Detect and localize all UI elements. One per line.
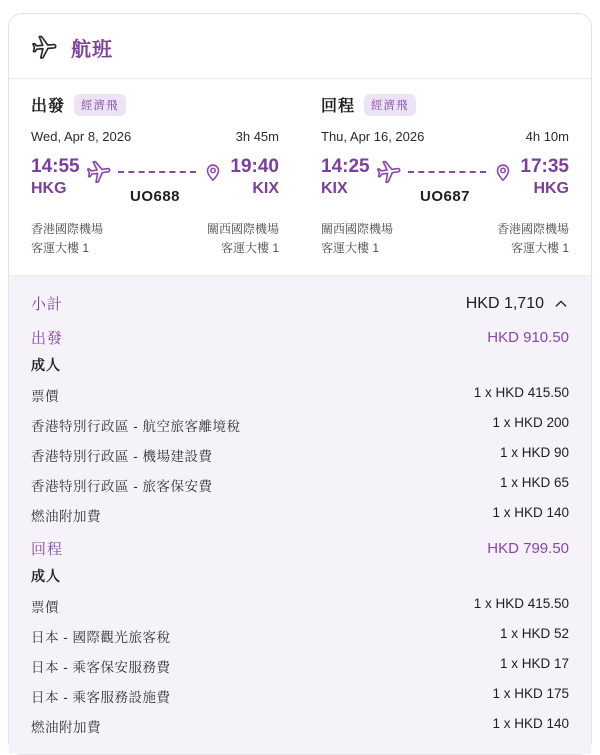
outbound-fare-section <box>31 327 569 525</box>
fee-row: 日本 - 乘客服務設施費 1 x HKD 175 <box>31 686 569 706</box>
outbound-leg <box>31 93 279 257</box>
passenger-type: 成人 <box>31 357 61 374</box>
departure-time: 14:55 <box>31 156 80 177</box>
inbound-route <box>321 155 569 205</box>
passenger-type: 成人 <box>31 568 61 585</box>
arrival-code: HKG <box>533 179 569 197</box>
fee-row: 日本 - 乘客保安服務費 1 x HKD 17 <box>31 656 569 676</box>
location-pin-icon <box>492 161 514 183</box>
flight-legs <box>9 79 591 275</box>
flight-number: UO687 <box>419 188 471 205</box>
fee-row: 香港特別行政區 - 航空旅客離境稅 1 x HKD 200 <box>31 415 569 435</box>
fee-row: 日本 - 國際觀光旅客稅 1 x HKD 52 <box>31 626 569 646</box>
plane-icon <box>376 159 402 185</box>
fare-class-badge: 經濟飛 <box>74 94 126 116</box>
inbound-leg <box>321 93 569 257</box>
outbound-date: Wed, Apr 8, 2026 <box>31 129 132 144</box>
departure-code: KIX <box>321 179 348 197</box>
section-total: HKD 799.50 <box>487 540 569 558</box>
arrival-time: 17:35 <box>520 156 569 177</box>
inbound-fare-section <box>31 538 569 736</box>
departure-airport: 關西國際機場 客運大樓 1 <box>321 222 394 255</box>
flight-number: UO688 <box>129 188 181 205</box>
outbound-route <box>31 155 279 205</box>
fare-summary-panel <box>9 275 591 754</box>
flight-card <box>8 13 592 755</box>
outbound-duration: 3h 45m <box>235 129 279 144</box>
fee-row: 票價 1 x HKD 415.50 <box>31 385 569 405</box>
subtotal-value: HKD 1,710 <box>465 294 544 312</box>
fee-row: 香港特別行政區 - 旅客保安費 1 x HKD 65 <box>31 475 569 495</box>
arrival-code: KIX <box>252 179 279 197</box>
departure-code: HKG <box>31 179 67 197</box>
route-dashed-line <box>408 171 487 173</box>
page-title: 航班 <box>71 39 113 61</box>
departure-time: 14:25 <box>321 156 370 177</box>
chevron-up-icon <box>553 296 569 312</box>
route-dashed-line <box>118 171 197 173</box>
fee-row: 燃油附加費 1 x HKD 140 <box>31 505 569 525</box>
section-label: 出發 <box>31 330 64 348</box>
fee-row: 香港特別行政區 - 機場建設費 1 x HKD 90 <box>31 445 569 465</box>
fee-row: 燃油附加費 1 x HKD 140 <box>31 716 569 736</box>
section-total: HKD 910.50 <box>487 329 569 347</box>
departure-airport: 香港國際機場 客運大樓 1 <box>31 222 104 255</box>
plane-icon <box>86 159 112 185</box>
fare-class-badge: 經濟飛 <box>364 94 416 116</box>
inbound-date: Thu, Apr 16, 2026 <box>321 129 425 144</box>
inbound-duration: 4h 10m <box>525 129 569 144</box>
outbound-label: 出發 <box>31 98 66 115</box>
subtotal-toggle[interactable] <box>31 293 569 314</box>
fee-row: 票價 1 x HKD 415.50 <box>31 596 569 616</box>
arrival-airport: 香港國際機場 客運大樓 1 <box>496 222 569 255</box>
section-label: 回程 <box>31 541 64 559</box>
inbound-label: 回程 <box>321 98 356 115</box>
arrival-time: 19:40 <box>230 156 279 177</box>
subtotal-label: 小計 <box>31 296 64 314</box>
location-pin-icon <box>202 161 224 183</box>
plane-icon <box>31 34 58 61</box>
card-header <box>9 14 591 79</box>
arrival-airport: 關西國際機場 客運大樓 1 <box>206 222 279 255</box>
